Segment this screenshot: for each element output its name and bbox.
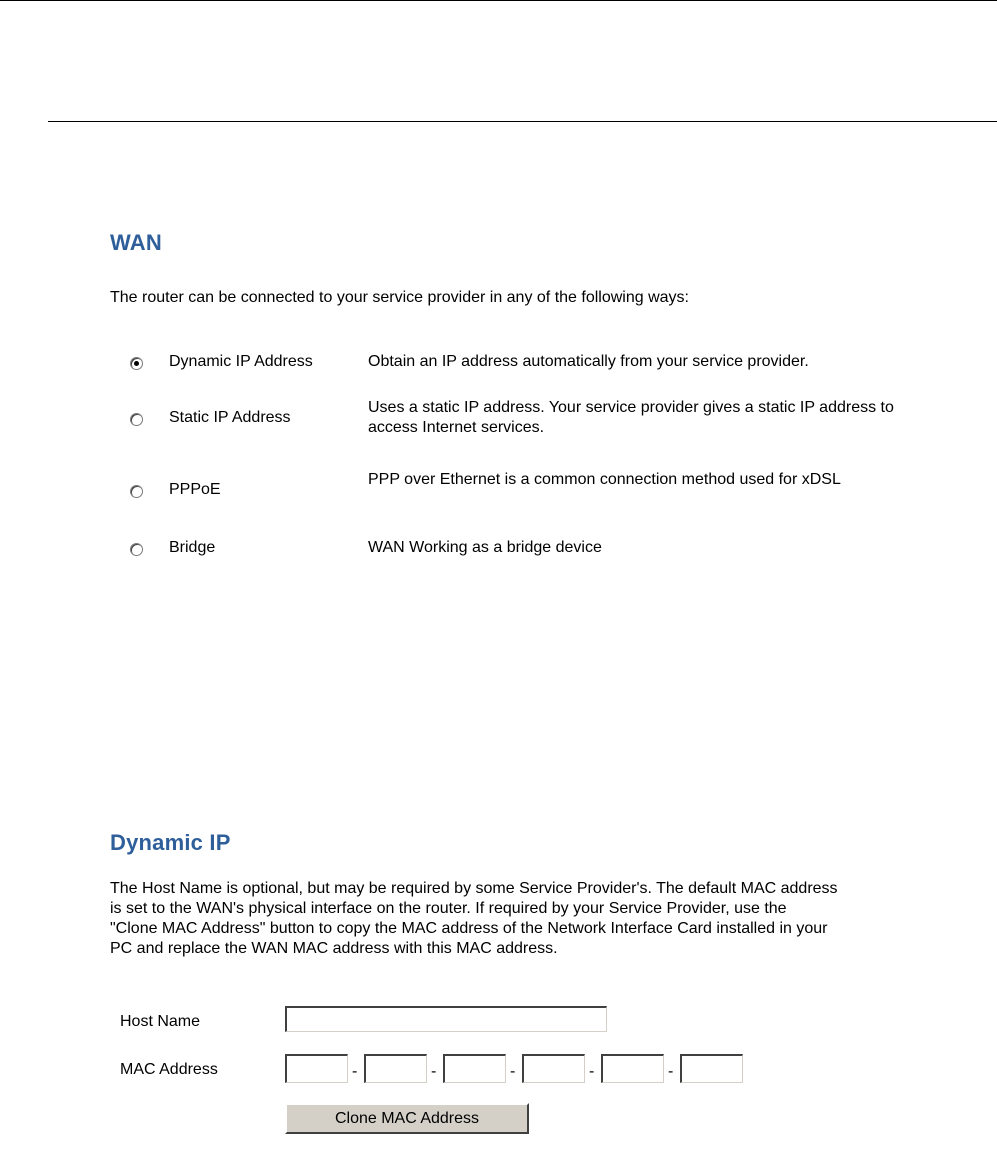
dynamic-ip-radio[interactable] (130, 357, 143, 370)
dynamic-ip-label[interactable]: Dynamic IP Address (169, 353, 313, 370)
dynamic-ip-description: Obtain an IP address automatically from your service provider. (368, 353, 809, 370)
dynamic-ip-description-text: The Host Name is optional, but may be required by some Service Provider's. The default MAC address is set to the WAN's physical interface on the router. If required by your Service Provider, use the "Clone MAC Address" button to copy the MAC address of the Network Interface Card installed in your PC and replace the WAN MAC address with this MAC address. (110, 880, 838, 957)
wan-heading: WAN (110, 230, 162, 255)
mac-segment-3-input[interactable] (443, 1054, 506, 1083)
top-divider (0, 0, 997, 1)
mac-separator: - (431, 1063, 437, 1080)
bridge-label[interactable]: Bridge (169, 539, 216, 556)
static-ip-label[interactable]: Static IP Address (169, 409, 291, 426)
host-name-label: Host Name (120, 1013, 201, 1030)
mac-address-label: MAC Address (120, 1061, 218, 1078)
mac-segment-1-input[interactable] (285, 1054, 348, 1083)
mac-segment-4-input[interactable] (522, 1054, 585, 1083)
host-name-input[interactable] (285, 1006, 607, 1032)
static-ip-description: Uses a static IP address. Your service provider gives a static IP address to access Internet services. (368, 399, 894, 436)
mac-segment-6-input[interactable] (680, 1054, 743, 1083)
pppoe-label[interactable]: PPPoE (169, 481, 221, 498)
clone-mac-address-button[interactable]: Clone MAC Address (285, 1103, 529, 1134)
mac-segment-5-input[interactable] (601, 1054, 664, 1083)
mac-separator: - (589, 1063, 595, 1080)
static-ip-radio[interactable] (130, 413, 143, 426)
header-divider (48, 121, 997, 122)
mac-separator: - (352, 1063, 358, 1080)
mac-separator: - (510, 1063, 516, 1080)
wan-intro-text: The router can be connected to your service provider in any of the following ways: (110, 289, 689, 306)
mac-separator: - (668, 1063, 674, 1080)
dynamic-ip-heading: Dynamic IP (110, 830, 231, 855)
pppoe-description: PPP over Ethernet is a common connection method used for xDSL (368, 471, 841, 488)
bridge-description: WAN Working as a bridge device (368, 539, 602, 556)
bridge-radio[interactable] (130, 543, 143, 556)
mac-segment-2-input[interactable] (364, 1054, 427, 1083)
pppoe-radio[interactable] (130, 485, 143, 498)
